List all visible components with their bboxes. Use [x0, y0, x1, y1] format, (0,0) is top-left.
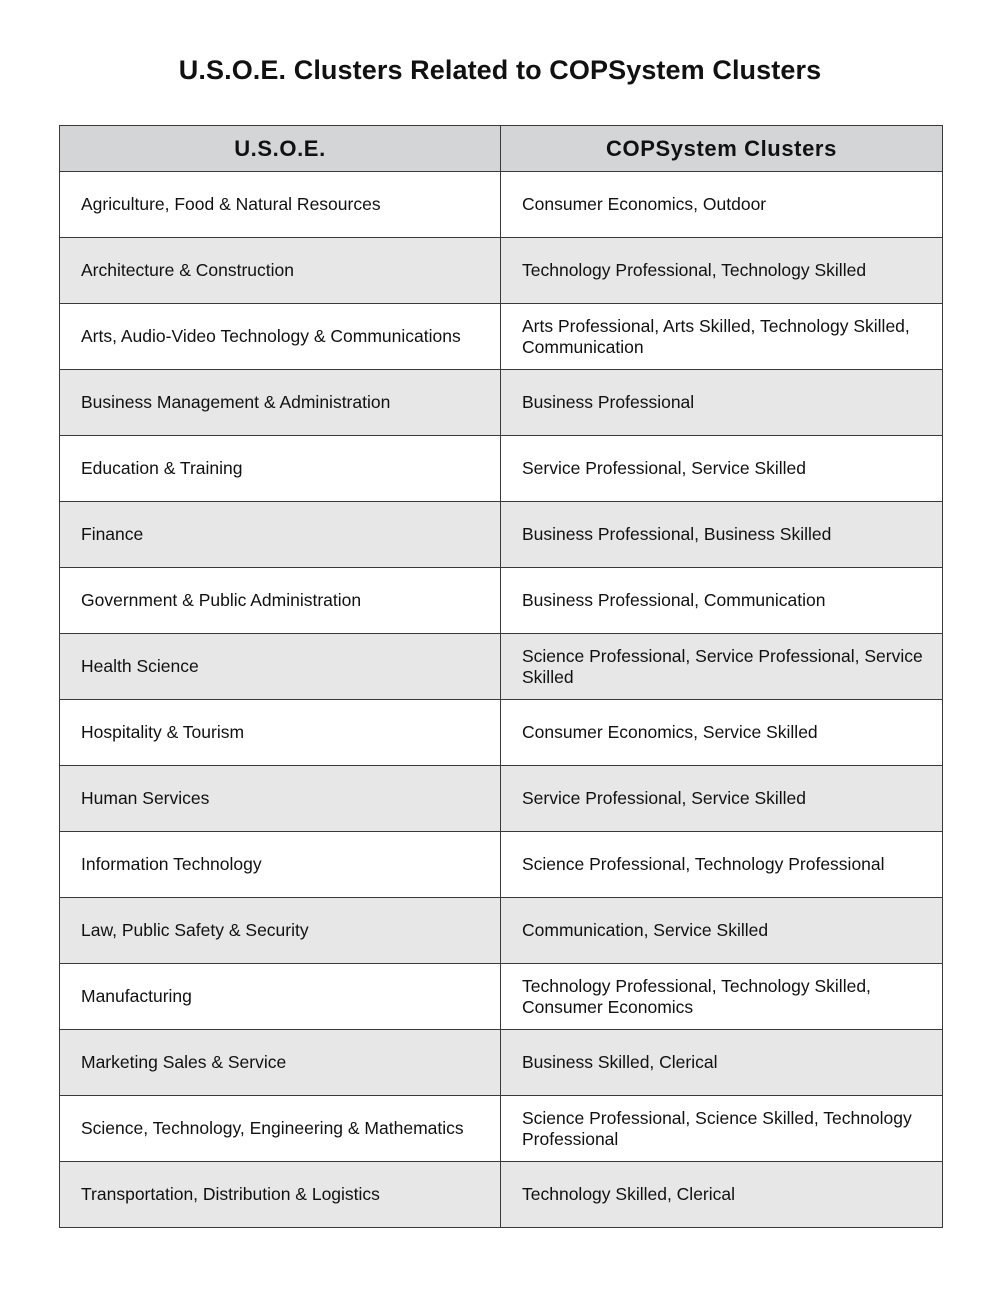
usoe-cell: Marketing Sales & Service [60, 1030, 501, 1096]
table-header-row [60, 126, 943, 172]
copsystem-cell: Technology Skilled, Clerical [501, 1162, 943, 1228]
table-row [60, 238, 943, 304]
table-row [60, 568, 943, 634]
copsystem-cell: Arts Professional, Arts Skilled, Technology Skilled, Communication [501, 304, 943, 370]
table-row [60, 370, 943, 436]
usoe-cell: Business Management & Administration [60, 370, 501, 436]
copsystem-cell: Technology Professional, Technology Skilled [501, 238, 943, 304]
copsystem-cell: Consumer Economics, Outdoor [501, 172, 943, 238]
copsystem-cell: Business Professional [501, 370, 943, 436]
copsystem-cell: Business Professional, Communication [501, 568, 943, 634]
table-row [60, 172, 943, 238]
usoe-cell: Health Science [60, 634, 501, 700]
copsystem-cell: Science Professional, Service Professional, Service Skilled [501, 634, 943, 700]
usoe-cell: Finance [60, 502, 501, 568]
table-row [60, 1096, 943, 1162]
table-row [60, 766, 943, 832]
table-row [60, 436, 943, 502]
table-row [60, 964, 943, 1030]
usoe-cell: Architecture & Construction [60, 238, 501, 304]
usoe-cell: Transportation, Distribution & Logistics [60, 1162, 501, 1228]
copsystem-cell: Communication, Service Skilled [501, 898, 943, 964]
page-title: U.S.O.E. Clusters Related to COPSystem Clusters [178, 55, 822, 85]
usoe-cell: Government & Public Administration [60, 568, 501, 634]
table-row [60, 304, 943, 370]
copsystem-cell: Consumer Economics, Service Skilled [501, 700, 943, 766]
header-usoe: U.S.O.E. [60, 126, 501, 172]
table-row [60, 700, 943, 766]
table-row [60, 832, 943, 898]
usoe-cell: Manufacturing [60, 964, 501, 1030]
table-row [60, 502, 943, 568]
copsystem-cell: Technology Professional, Technology Skilled, Consumer Economics [501, 964, 943, 1030]
table-row [60, 1162, 943, 1228]
copsystem-cell: Science Professional, Technology Professional [501, 832, 943, 898]
copsystem-cell: Service Professional, Service Skilled [501, 766, 943, 832]
usoe-cell: Education & Training [60, 436, 501, 502]
usoe-cell: Arts, Audio-Video Technology & Communications [60, 304, 501, 370]
copsystem-cell: Business Professional, Business Skilled [501, 502, 943, 568]
usoe-cell: Law, Public Safety & Security [60, 898, 501, 964]
usoe-cell: Agriculture, Food & Natural Resources [60, 172, 501, 238]
table-row [60, 898, 943, 964]
header-copsystem-clusters: COPSystem Clusters [501, 126, 943, 172]
table-row [60, 634, 943, 700]
copsystem-cell: Business Skilled, Clerical [501, 1030, 943, 1096]
usoe-cell: Hospitality & Tourism [60, 700, 501, 766]
usoe-cell: Science, Technology, Engineering & Mathematics [60, 1096, 501, 1162]
clusters-table [59, 125, 943, 1228]
copsystem-cell: Service Professional, Service Skilled [501, 436, 943, 502]
table-row [60, 1030, 943, 1096]
copsystem-cell: Science Professional, Science Skilled, Technology Professional [501, 1096, 943, 1162]
usoe-cell: Information Technology [60, 832, 501, 898]
usoe-cell: Human Services [60, 766, 501, 832]
